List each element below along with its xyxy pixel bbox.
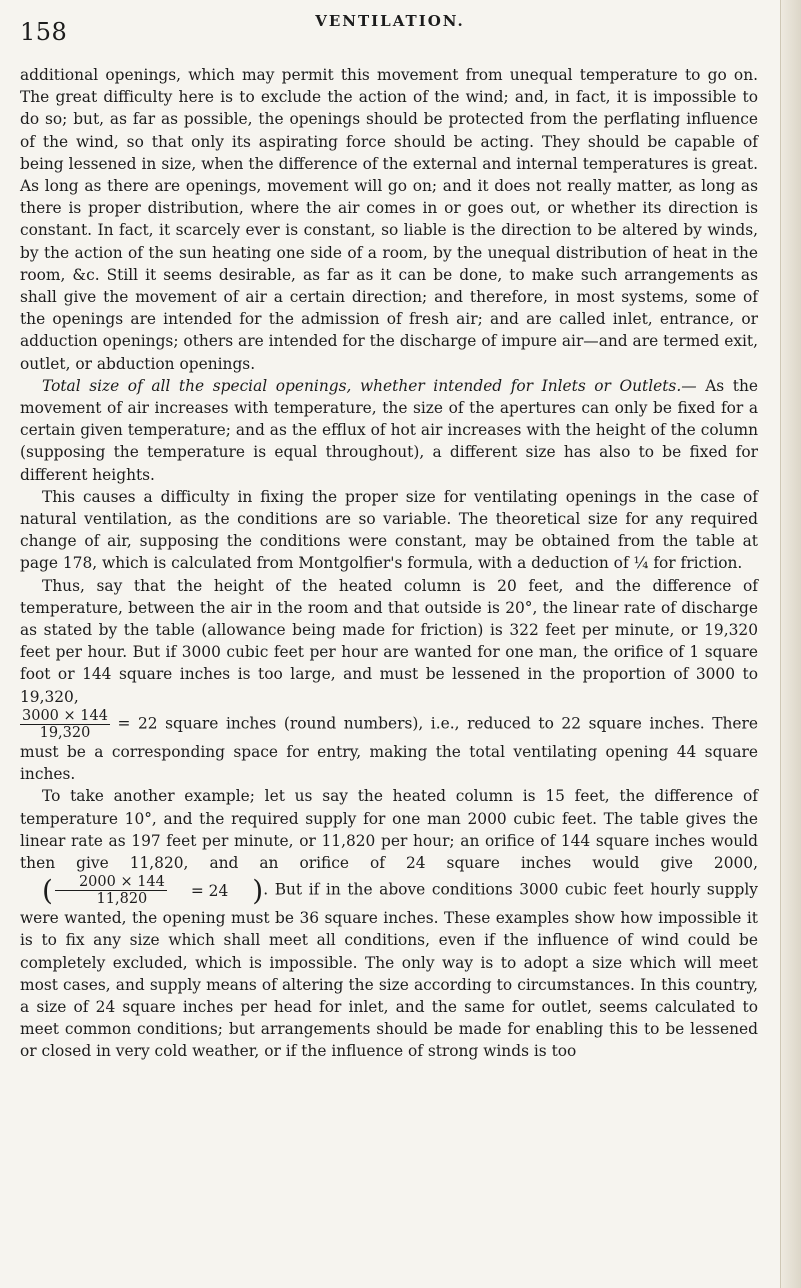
paragraph-example-one: Thus, say that the height of the heated column is 20 feet, and the difference of temperature, between the air in the room and that outside is 20°, the linear rate of discharge as stated by the table (allowance being made for friction) is 322 feet per minute, or 19,320 feet per hour. But if 3000 cubic feet per hour are wanted for one man, the orifice of 1 square foot or 144 square inches is too large, and must be lessened in the proportion of 3000 to 19,320, [20, 576, 758, 706]
section-heading: Total size of all the special openings, whether intended for Inlets or Outlets.— [42, 376, 697, 395]
equation-one-text: = 22 square inches (round numbers), i.e., reduced to 22 square inches. There must be a corresponding space for entry, making the total ventilating opening 44 square inches. [20, 714, 758, 784]
equation-one-line [20, 708, 758, 785]
paragraph-total-size [20, 375, 758, 486]
equation-two-denominator: 11,820 [96, 891, 148, 908]
right-paren-glyph: ) [252, 873, 264, 907]
equation-one-denominator: 19,320 [39, 724, 91, 741]
equation-two-fraction [55, 874, 167, 907]
paragraph-example-two-continuation: . But if in the above conditions 3000 cubic feet hourly supply were wanted, the opening must be 36 square inches. These examples show how impossible it is to fix any size which shall meet all conditions, even if the influence of wind could be completely excluded, which is impossible. The only way is to adopt a size which will meet most cases, and supply means of altering the size according to circumstances. In this country, a size of 24 square inches per head for inlet, and the same for outlet, seems calculated to meet common conditions; but arrangements should be made for enabling this to be lessened or closed in very cold weather, or if the influence of strong winds is too [20, 880, 758, 1061]
left-paren-glyph: ( [42, 873, 53, 907]
body-text [20, 64, 758, 1063]
equation-two [20, 874, 263, 907]
paragraph-total-size-body: As the movement of air increases with temperature, the size of the apertures can only be fixed for a certain given temperature; and as the efflux of hot air increases with the height of the column (supposing the temperature is equal throughout), a different size has also to be fixed for different heights. [20, 376, 758, 484]
equation-two-numerator: 2000 × 144 [55, 874, 167, 891]
running-head: VENTILATION. [315, 12, 465, 30]
paragraph-example-two [20, 785, 758, 1062]
paragraph-openings: additional openings, which may permit this movement from unequal temperature to go on. The great difficulty here is to exclude the action of the wind; and, in fact, it is impossible to do so; but, as far as possible, the openings should be protected from the perflating influence of the wind, so that only its aspirating force should be acting. They should be capable of being lessened in size, when the difference of the external and internal temperatures is great. As long as there are openings, movement will go on; and it does not really matter, as long as there is proper distribution, where the air comes in or goes out, or whether its direction is constant. In fact, it scarcely ever is constant, so liable is the direction to be altered by winds, by the action of the sun heating one side of a room, by the unequal distribution of heat in the room, &c. Still it seems desirable, as far as it can be done, to make such arrangements as shall give the movement of air a certain direction; and therefore, in most systems, some of the openings are intended for the admission of fresh air; and are called inlet, entrance, or adduction openings; others are intended for the discharge of impure air—and are termed exit, outlet, or abduction openings. [20, 66, 758, 373]
paragraph-example-two-text: To take another example; let us say the heated column is 15 feet, the difference of temperature 10°, and the required supply for one man 2000 cubic feet. The table gives the linear rate as 197 feet per minute, or 11,820 per hour; an orifice of 144 square inches would then give 11,820, and an orifice of 24 square inches would give 2000, [20, 787, 758, 872]
equation-two-result: = 24 [190, 881, 229, 900]
page-number: 158 [20, 18, 68, 46]
equation-one-fraction [20, 708, 110, 741]
page-edge [780, 0, 801, 1288]
paragraph-difficulty: This causes a difficulty in fixing the proper size for ventilating openings in the case of natural ventilation, as the conditions are so variable. The theoretical size for any required change of air, supposing the conditions were constant, may be obtained from the table at page 178, which is calculated from Montgolfier's formula, with a deduction of ¼ for friction. [20, 487, 758, 573]
equation-one-numerator: 3000 × 144 [22, 707, 108, 724]
